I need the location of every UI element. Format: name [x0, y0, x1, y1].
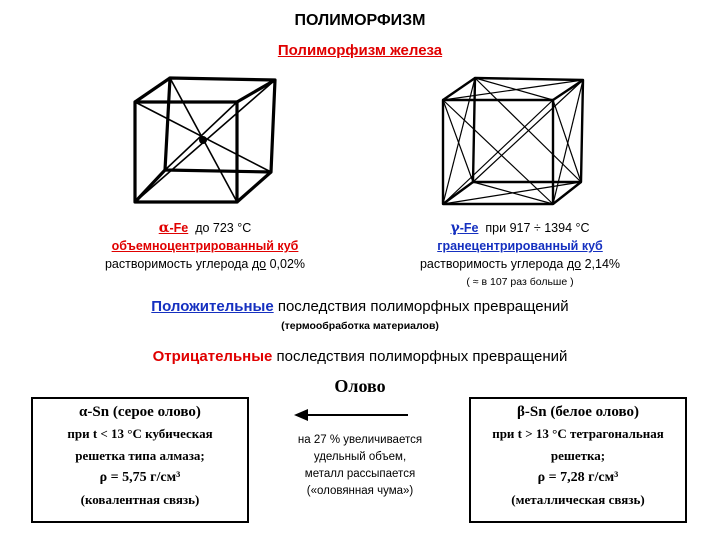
beta-sn-box	[469, 397, 687, 523]
alpha-solubility-value: 0,02%	[269, 257, 306, 271]
alpha-sn-line: ρ = 5,75 г/см³	[99, 470, 181, 485]
negative-highlight: Отрицательные	[152, 348, 273, 364]
page-subtitle: Полиморфизм железа	[277, 42, 443, 59]
positive-rest: последствия полиморфных превращений	[273, 298, 569, 315]
alpha-solubility	[60, 255, 350, 273]
alpha-temp-unit: °С	[237, 221, 252, 235]
gamma-fe-header	[370, 219, 670, 237]
arrow-note-line: металл рассыпается	[304, 468, 416, 480]
alpha-lattice: объемноцентрированный куб	[111, 239, 299, 253]
alpha-symbol: α	[158, 220, 170, 236]
gamma-solubility-label: растворимость углерода	[419, 257, 564, 271]
alpha-sn-line: решетка типа алмаза;	[75, 448, 205, 463]
positive-heading	[0, 298, 720, 315]
gamma-symbol: γ	[450, 220, 460, 236]
negative-rest: последствия полиморфных превращений	[272, 348, 568, 364]
alpha-solubility-label: растворимость углерода	[104, 257, 249, 271]
bcc-cube-image	[125, 72, 285, 212]
positive-note: (термообработка материалов)	[281, 320, 439, 332]
arrow-note-line: на 27 % увеличивается	[297, 434, 423, 446]
gamma-fe-name: -Fe	[459, 221, 479, 235]
alpha-temp: до 723	[195, 221, 234, 235]
beta-sn-line: ρ = 7,28 г/см³	[537, 470, 619, 485]
beta-sn-line: (металлическая связь)	[511, 492, 645, 507]
alpha-sn-box	[31, 397, 249, 523]
beta-sn-line: решетка;	[550, 448, 606, 463]
gamma-fe-caption	[370, 219, 670, 291]
gamma-ratio-note: ( ≈ в 107 раз больше )	[466, 276, 574, 288]
beta-sn-line: при t > 13 °С тетрагональная	[492, 426, 664, 441]
gamma-solubility-prep: до	[566, 257, 582, 271]
arrow-note	[262, 432, 458, 500]
alpha-sn-line: (ковалентная связь)	[80, 492, 200, 507]
gamma-solubility-value: 2,14%	[584, 257, 621, 271]
negative-heading	[0, 348, 720, 364]
page-title: ПОЛИМОРФИЗМ	[294, 12, 426, 29]
gamma-temp: при 917 ÷ 1394	[485, 221, 573, 235]
alpha-solubility-prep: до	[251, 257, 267, 271]
positive-highlight: Положительные	[151, 298, 274, 315]
alpha-fe-name: -Fe	[169, 221, 189, 235]
tin-title: Олово	[334, 376, 386, 396]
beta-sn-line: β-Sn (белое олово)	[517, 404, 639, 420]
alpha-fe-header	[60, 219, 350, 237]
alpha-sn-line: при t < 13 °С кубическая	[67, 426, 213, 441]
arrow-note-line: удельный объем,	[313, 451, 407, 463]
alpha-fe-caption	[60, 219, 350, 273]
alpha-sn-line: α-Sn (серое олово)	[79, 404, 201, 420]
gamma-temp-unit: °С	[575, 221, 590, 235]
fcc-cube-image	[435, 70, 595, 210]
arrow-note-line: («оловянная чума»)	[306, 485, 414, 497]
gamma-lattice: гранецентрированный куб	[437, 239, 603, 253]
transition-arrow	[292, 404, 410, 424]
gamma-solubility	[370, 255, 670, 273]
